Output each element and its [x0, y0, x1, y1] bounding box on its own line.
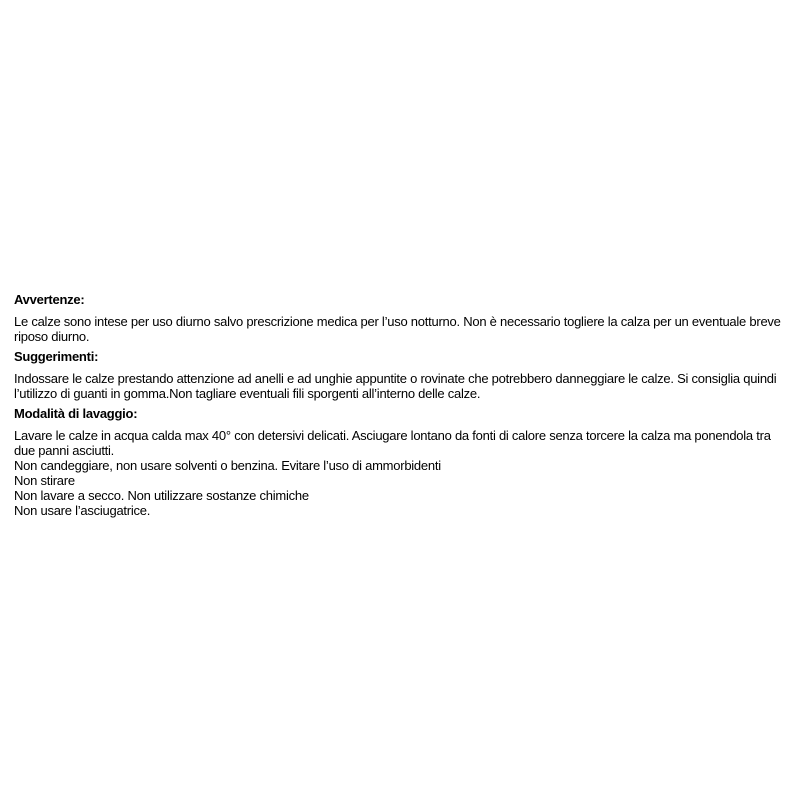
paragraph-non-lavare-a-secco: Non lavare a secco. Non utilizzare sostanze chimiche — [14, 488, 309, 503]
paragraph-lavaggio: Lavare le calze in acqua calda max 40° con detersivi delicati. Asciugare lontano da fonti di calore senza torcere la calza ma ponendola tra due panni asciutti. — [14, 428, 771, 458]
section-suggerimenti — [14, 349, 784, 401]
section-heading-suggerimenti: Suggerimenti: — [14, 349, 99, 364]
section-heading-modalita-di-lavaggio: Modalità di lavaggio: — [14, 406, 138, 421]
paragraph-non-usare-asciugatrice: Non usare l’asciugatrice. — [14, 503, 151, 518]
paragraph-non-stirare: Non stirare — [14, 473, 75, 488]
paragraph-suggerimenti: Indossare le calze prestando attenzione ad anelli e ad unghie appuntite o rovinate che potrebbero danneggiare le calze. Si consiglia quindi l’utilizzo di guanti in gomma.Non tagliare eventuali fili sporgenti all’interno delle calze. — [14, 371, 777, 401]
section-avvertenze — [14, 292, 784, 344]
section-heading-avvertenze: Avvertenze: — [14, 292, 85, 307]
section-modalita-di-lavaggio — [14, 406, 784, 518]
paragraph-avvertenze: Le calze sono intese per uso diurno salvo prescrizione medica per l’uso notturno. Non è necessario togliere la calza per un eventuale breve riposo diurno. — [14, 314, 781, 344]
care-instructions-sheet — [14, 292, 784, 523]
paragraph-non-candeggiare: Non candeggiare, non usare solventi o benzina. Evitare l’uso di ammorbidenti — [14, 458, 441, 473]
